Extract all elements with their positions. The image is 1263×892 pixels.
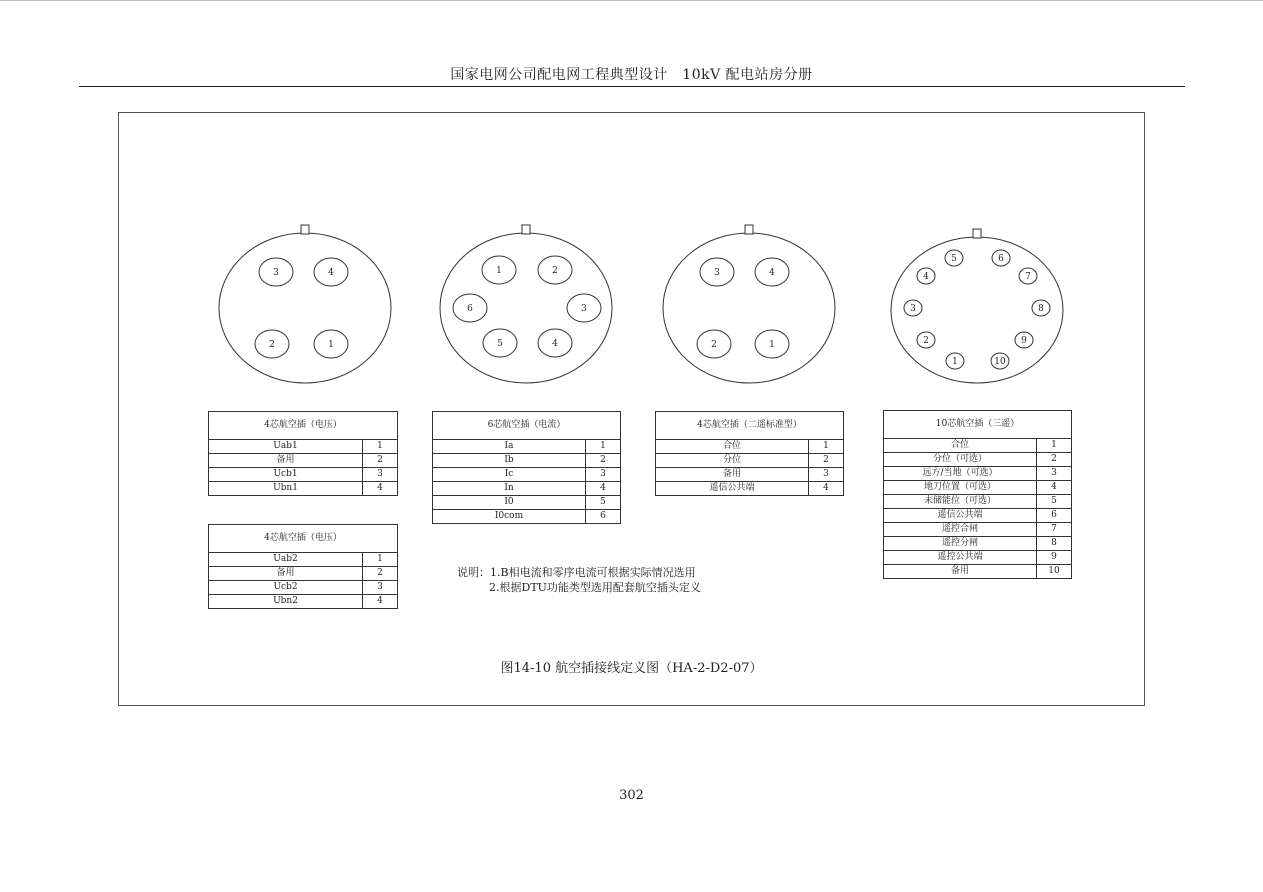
pin-label: 4 <box>552 339 558 349</box>
table-row <box>656 482 844 496</box>
table-title: 4芯航空插（电压） <box>209 412 398 440</box>
pin-signal-label: 分位（可选） <box>884 453 1037 467</box>
pin-signal-label: In <box>433 482 586 496</box>
pin-signal-label: I0com <box>433 510 586 524</box>
pin-signal-label: 地刀位置（可选） <box>884 481 1037 495</box>
table-row <box>884 509 1072 523</box>
pin-signal-label: Ic <box>433 468 586 482</box>
table-row <box>884 537 1072 551</box>
page-header: 国家电网公司配电网工程典型设计 10kV 配电站房分册 <box>450 67 813 83</box>
pin-signal-label: Ubn1 <box>209 482 363 496</box>
connector-body <box>219 233 391 383</box>
table-row <box>884 481 1072 495</box>
pin-table-three-remote <box>883 410 1072 579</box>
pin-label: 1 <box>769 340 775 350</box>
pin-number: 2 <box>809 454 844 468</box>
table-row <box>884 495 1072 509</box>
pin-signal-label: 遥控合闸 <box>884 523 1037 537</box>
table-row <box>209 454 398 468</box>
pin-signal-label: Ia <box>433 440 586 454</box>
table-row <box>656 454 844 468</box>
pin-signal-label: 遥控公共端 <box>884 551 1037 565</box>
pin-number: 1 <box>586 440 621 454</box>
pin-signal-label: Uab2 <box>209 553 363 567</box>
table-row <box>884 439 1072 453</box>
table-row <box>433 510 621 524</box>
pin-label: 10 <box>994 357 1006 367</box>
pin-number: 1 <box>363 553 398 567</box>
pin-number: 6 <box>1037 509 1072 523</box>
table-row <box>433 440 621 454</box>
pin-table-current <box>432 411 621 524</box>
table-title: 4芯航空插（电压） <box>209 525 398 553</box>
pin-signal-label: Ubn2 <box>209 595 363 609</box>
pin-number: 4 <box>586 482 621 496</box>
pin-signal-label: 备用 <box>884 565 1037 579</box>
table-row <box>433 468 621 482</box>
pin-label: 8 <box>1038 304 1044 314</box>
pin-signal-label: Ib <box>433 454 586 468</box>
pin-number: 3 <box>363 468 398 482</box>
pin-signal-label: Ucb2 <box>209 581 363 595</box>
pin-label: 6 <box>998 254 1004 264</box>
pin-label: 4 <box>923 272 929 282</box>
connector-key-notch <box>522 225 530 234</box>
pin-number: 5 <box>1037 495 1072 509</box>
table-row <box>209 553 398 567</box>
pin-number: 9 <box>1037 551 1072 565</box>
pin-number: 3 <box>809 468 844 482</box>
pin-signal-label: 备用 <box>656 468 809 482</box>
pin-number: 2 <box>363 567 398 581</box>
pin-number: 1 <box>363 440 398 454</box>
pin-label: 2 <box>923 336 929 346</box>
pin-number: 4 <box>363 595 398 609</box>
table-row <box>209 595 398 609</box>
pin-label: 3 <box>581 304 587 314</box>
table-row <box>209 567 398 581</box>
connector-key-notch <box>973 229 981 238</box>
pin-signal-label: Ucb1 <box>209 468 363 482</box>
pin-label: 4 <box>328 268 334 278</box>
pin-signal-label: 遥控分闸 <box>884 537 1037 551</box>
connector-2 <box>440 225 612 383</box>
pin-label: 5 <box>497 339 503 349</box>
pin-number: 1 <box>809 440 844 454</box>
pin-number: 6 <box>586 510 621 524</box>
pin-label: 1 <box>952 357 958 367</box>
connector-4 <box>891 229 1063 383</box>
pin-label: 9 <box>1021 336 1027 346</box>
pin-label: 5 <box>951 254 957 264</box>
pin-label: 6 <box>467 304 473 314</box>
pin-number: 1 <box>1037 439 1072 453</box>
pin-number: 7 <box>1037 523 1072 537</box>
pin-number: 4 <box>363 482 398 496</box>
pin-number: 8 <box>1037 537 1072 551</box>
pin-table-two-remote <box>655 411 844 496</box>
table-row <box>209 581 398 595</box>
table-title: 10芯航空插（三遥） <box>884 411 1072 439</box>
table-row <box>884 565 1072 579</box>
pin-signal-label: 备用 <box>209 454 363 468</box>
table-row <box>884 453 1072 467</box>
table-row <box>433 496 621 510</box>
pin-number: 2 <box>586 454 621 468</box>
pin-label: 3 <box>273 268 279 278</box>
pin-number: 2 <box>1037 453 1072 467</box>
table-row <box>884 523 1072 537</box>
table-title: 6芯航空插（电流） <box>433 412 621 440</box>
connector-body <box>663 233 835 383</box>
connector-key-notch <box>745 225 753 234</box>
figure-caption: 图14-10 航空插接线定义图（HA-2-D2-07） <box>500 661 763 676</box>
pin-label: 4 <box>769 268 775 278</box>
pin-number: 5 <box>586 496 621 510</box>
pin-signal-label: 备用 <box>209 567 363 581</box>
pin-number: 4 <box>809 482 844 496</box>
pin-signal-label: Uab1 <box>209 440 363 454</box>
pin-number: 2 <box>363 454 398 468</box>
connector-3 <box>663 225 835 383</box>
pin-label: 3 <box>910 304 916 314</box>
table-row <box>884 467 1072 481</box>
pin-signal-label: I0 <box>433 496 586 510</box>
pin-label: 2 <box>552 266 558 276</box>
pin-label: 2 <box>711 340 717 350</box>
note-line-2: 2.根据DTU功能类型选用配套航空插头定义 <box>489 581 701 594</box>
table-title: 4芯航空插（二遥标准型） <box>656 412 844 440</box>
notes <box>457 565 701 595</box>
pin-label: 3 <box>714 268 720 278</box>
table-row <box>656 468 844 482</box>
pin-table-voltage-1 <box>208 411 398 496</box>
pin-signal-label: 合位 <box>656 440 809 454</box>
pin-number: 3 <box>1037 467 1072 481</box>
pin-signal-label: 遥信公共端 <box>656 482 809 496</box>
pin-number: 4 <box>1037 481 1072 495</box>
pin-signal-label: 分位 <box>656 454 809 468</box>
pin-signal-label: 远方/当地（可选） <box>884 467 1037 481</box>
table-row <box>884 551 1072 565</box>
pin-label: 1 <box>496 266 502 276</box>
pin-label: 1 <box>328 340 334 350</box>
pin-signal-label: 合位 <box>884 439 1037 453</box>
table-row <box>209 440 398 454</box>
pin-label: 2 <box>269 340 275 350</box>
table-row <box>209 482 398 496</box>
table-row <box>209 468 398 482</box>
table-row <box>656 440 844 454</box>
pin-number: 3 <box>586 468 621 482</box>
table-row <box>433 482 621 496</box>
page-number: 302 <box>619 788 644 803</box>
note-line-1: 说明：1.B相电流和零序电流可根据实际情况选用 <box>457 566 696 579</box>
pin-signal-label: 未储能位（可选） <box>884 495 1037 509</box>
pin-table-voltage-2 <box>208 524 398 609</box>
pin-number: 10 <box>1037 565 1072 579</box>
pin-number: 3 <box>363 581 398 595</box>
table-row <box>433 454 621 468</box>
pin-signal-label: 遥信公共端 <box>884 509 1037 523</box>
pin-label: 7 <box>1025 272 1031 282</box>
connector-key-notch <box>301 225 309 234</box>
connector-1 <box>219 225 391 383</box>
